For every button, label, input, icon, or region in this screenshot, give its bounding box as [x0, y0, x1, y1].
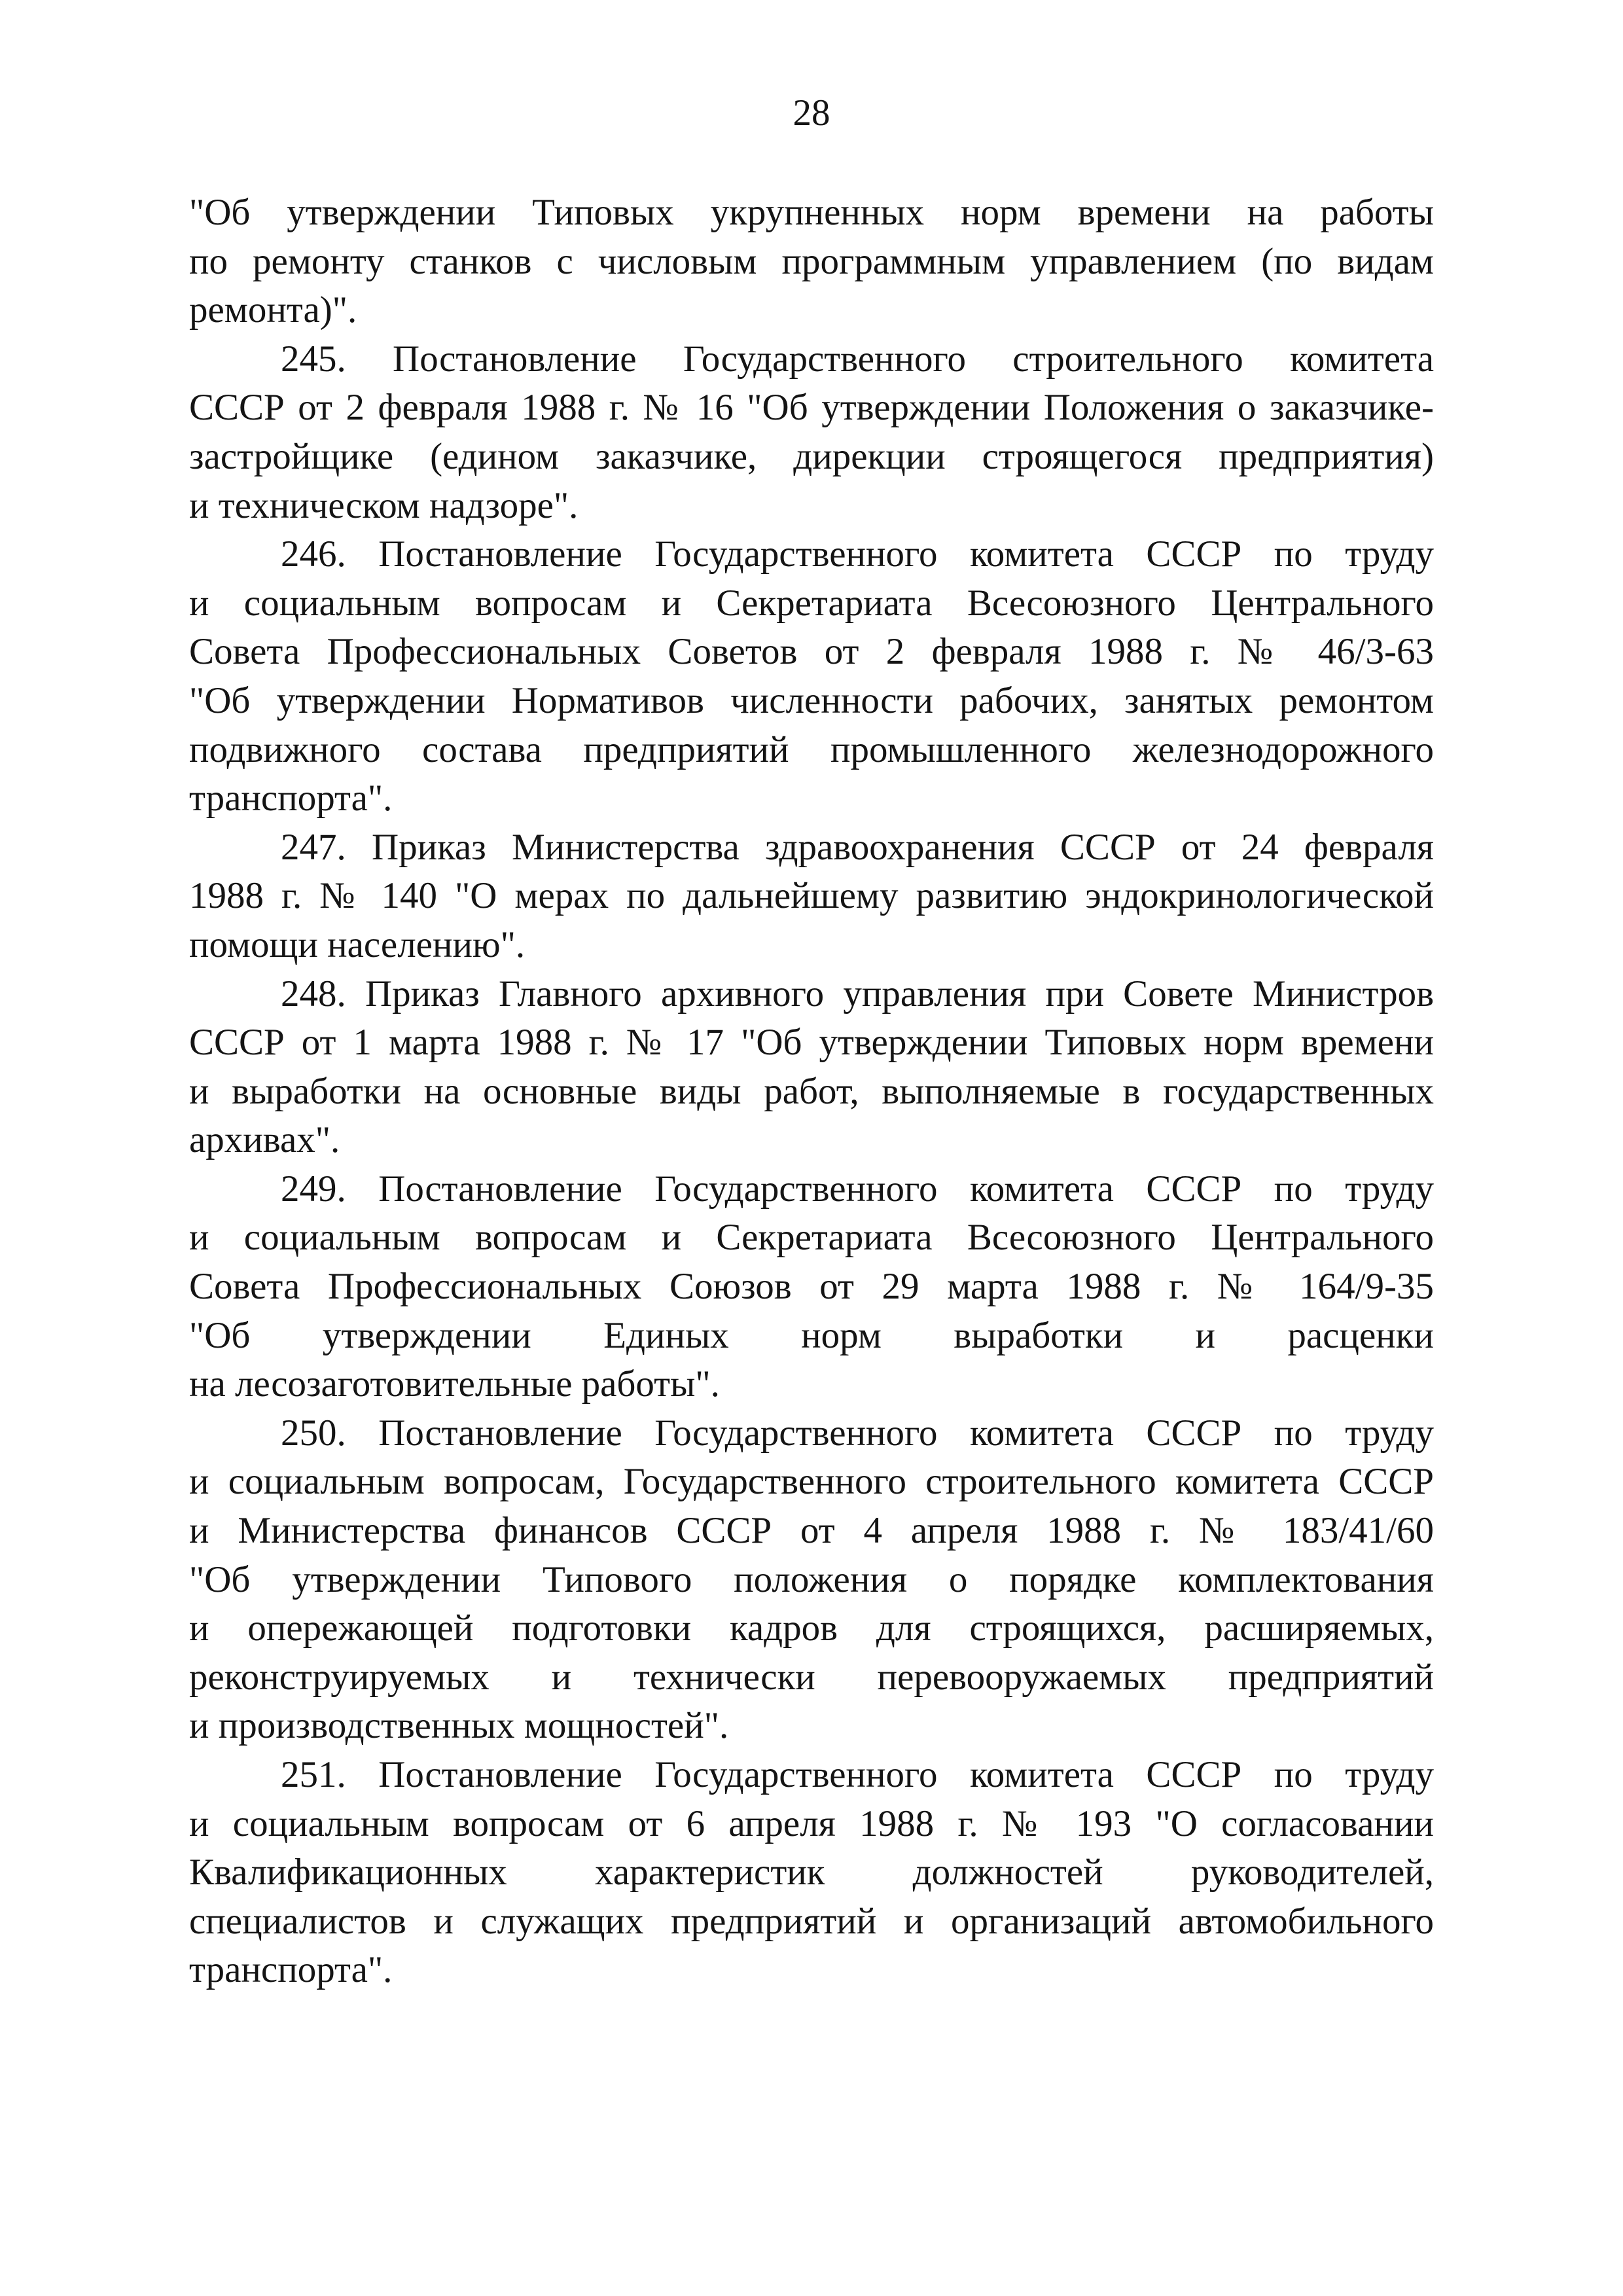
text-line: и социальным вопросам от 6 апреля 1988 г. № 193 "О согласовании [189, 1803, 1434, 1844]
text-line: "Об утверждении Нормативов численности рабочих, занятых ремонтом [189, 679, 1434, 721]
paragraph [189, 823, 1434, 970]
text-line: специалистов и служащих предприятий и организаций автомобильного [189, 1900, 1434, 1942]
text-line: застройщике (едином заказчике, дирекции строящегося предприятия) [189, 435, 1434, 477]
text-line: 248. Приказ Главного архивного управления при Совете Министров [281, 973, 1434, 1014]
text-line: 1988 г. № 140 "О мерах по дальнейшему развитию эндокринологической [189, 875, 1434, 917]
text-line: ремонта)". [189, 289, 357, 331]
paragraph [189, 1165, 1434, 1409]
paragraph [189, 335, 1434, 530]
text-line: "Об утверждении Типового положения о порядке комплектования [189, 1558, 1434, 1600]
text-line: "Об утверждении Единых норм выработки и расценки [189, 1314, 1434, 1356]
text-line: СССР от 2 февраля 1988 г. № 16 "Об утверждении Положения о заказчике- [189, 387, 1434, 429]
text-line: и производственных мощностей". [189, 1705, 729, 1747]
paragraph [189, 530, 1434, 823]
text-line: 251. Постановление Государственного комитета СССР по труду [281, 1754, 1434, 1795]
text-line: на лесозаготовительные работы". [189, 1363, 720, 1405]
text-line: и выработки на основные виды работ, выполняемые в государственных [189, 1070, 1434, 1112]
text-line: и опережающей подготовки кадров для строящихся, расширяемых, [189, 1607, 1434, 1649]
text-line: и техническом надзоре". [189, 484, 579, 526]
text-line: СССР от 1 марта 1988 г. № 17 "Об утверждении Типовых норм времени [189, 1022, 1434, 1064]
paragraph [189, 1409, 1434, 1751]
text-line: архивах". [189, 1119, 340, 1161]
text-line: и социальным вопросам, Государственного строительного комитета СССР [189, 1461, 1434, 1503]
text-line: и социальным вопросам и Секретариата Всесоюзного Центрального [189, 582, 1434, 624]
text-line: 250. Постановление Государственного комитета СССР по труду [281, 1412, 1434, 1454]
text-line: помощи населению". [189, 924, 526, 965]
text-line: 249. Постановление Государственного комитета СССР по труду [281, 1168, 1434, 1210]
paragraph [189, 1751, 1434, 1995]
text-line: Совета Профессиональных Союзов от 29 марта 1988 г. № 164/9-35 [189, 1266, 1434, 1308]
document-body [189, 188, 1434, 1995]
text-line: "Об утверждении Типовых укрупненных норм времени на работы [189, 192, 1434, 233]
paragraph [189, 970, 1434, 1165]
text-line: Квалификационных характеристик должностей руководителей, [189, 1852, 1434, 1893]
text-line: 245. Постановление Государственного строительного комитета [281, 338, 1434, 380]
text-line: по ремонту станков с числовым программным управлением (по видам [189, 240, 1434, 282]
paragraph [189, 188, 1434, 335]
page-number: 28 [793, 92, 830, 134]
text-line: 246. Постановление Государственного комитета СССР по труду [281, 533, 1434, 575]
text-line: подвижного состава предприятий промышленного железнодорожного [189, 728, 1434, 770]
text-line: транспорта". [189, 778, 393, 819]
text-line: и социальным вопросам и Секретариата Всесоюзного Центрального [189, 1217, 1434, 1259]
text-line: транспорта". [189, 1949, 393, 1991]
text-line: реконструируемых и технически перевооружаемых предприятий [189, 1656, 1434, 1698]
text-line: 247. Приказ Министерства здравоохранения СССР от 24 февраля [281, 826, 1434, 868]
text-line: Совета Профессиональных Советов от 2 февраля 1988 г. № 46/3-63 [189, 631, 1434, 673]
text-line: и Министерства финансов СССР от 4 апреля 1988 г. № 183/41/60 [189, 1510, 1434, 1552]
